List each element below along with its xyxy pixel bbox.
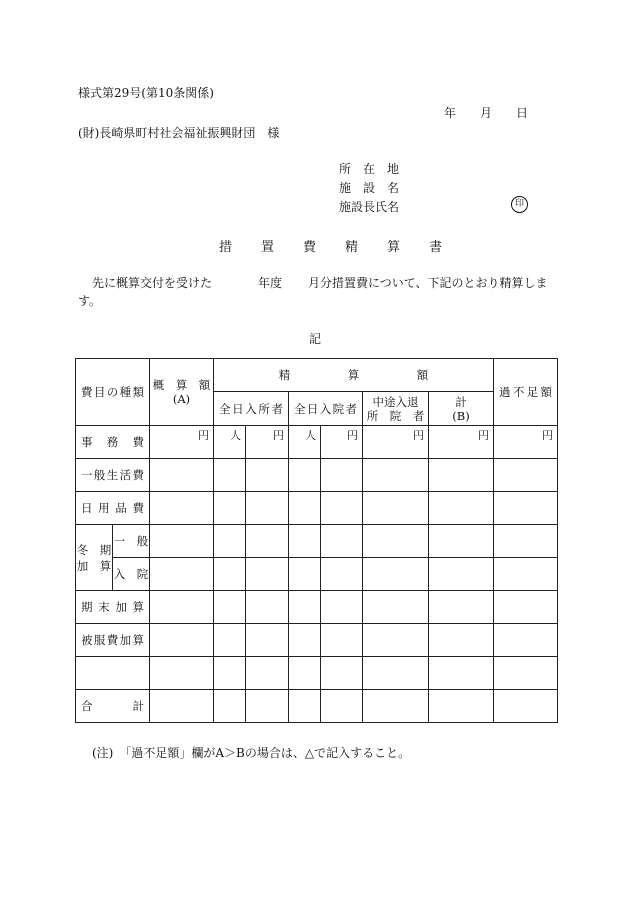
table-row <box>76 690 558 723</box>
title-char: 置 <box>261 240 275 255</box>
table-cell[interactable] <box>494 558 558 591</box>
row-label-winter-line1: 冬 期 <box>76 542 112 557</box>
title-char: 費 <box>303 240 317 255</box>
table-cell[interactable] <box>363 624 429 657</box>
table-cell[interactable] <box>289 525 321 558</box>
title-char: 措 <box>219 240 233 255</box>
table-cell[interactable] <box>429 558 494 591</box>
table-cell[interactable] <box>150 558 214 591</box>
table-cell[interactable] <box>321 624 363 657</box>
table-cell[interactable] <box>246 459 289 492</box>
table-cell[interactable] <box>363 492 429 525</box>
table-row <box>76 558 558 591</box>
unit-yen: 円 <box>321 426 363 459</box>
header-estimate-sub: (A) <box>172 392 191 406</box>
date-day-label: 日 <box>516 106 529 120</box>
table-cell[interactable] <box>246 624 289 657</box>
table-cell[interactable] <box>150 591 214 624</box>
table-cell[interactable] <box>429 492 494 525</box>
table-cell[interactable] <box>246 657 289 690</box>
table-cell[interactable] <box>246 690 289 723</box>
row-label-winter <box>76 525 113 591</box>
table-cell[interactable] <box>150 657 214 690</box>
unit-person: 人 <box>289 426 321 459</box>
table-cell[interactable] <box>321 525 363 558</box>
title-char: 算 <box>387 240 401 255</box>
table-row <box>76 492 558 525</box>
row-label-blank[interactable] <box>76 657 150 690</box>
table-cell[interactable] <box>321 591 363 624</box>
unit-yen: 円 <box>363 426 429 459</box>
table-cell[interactable] <box>150 624 214 657</box>
row-label-total: 合 計 <box>76 690 150 723</box>
unit-yen: 円 <box>494 426 558 459</box>
settlement-table <box>75 358 558 723</box>
table-cell[interactable] <box>494 624 558 657</box>
table-cell[interactable] <box>429 459 494 492</box>
table-cell[interactable] <box>289 657 321 690</box>
table-cell[interactable] <box>150 459 214 492</box>
table-cell[interactable] <box>494 657 558 690</box>
header-midway <box>363 392 429 426</box>
seal-mark: 印 <box>511 196 528 213</box>
table-cell[interactable] <box>321 459 363 492</box>
table-cell[interactable] <box>246 558 289 591</box>
header-midway-line2: 所 院 者 <box>366 408 425 423</box>
row-label-office: 事 務 費 <box>76 426 150 459</box>
table-cell[interactable] <box>321 690 363 723</box>
table-cell[interactable] <box>494 525 558 558</box>
unit-yen: 円 <box>150 426 214 459</box>
table-cell[interactable] <box>246 492 289 525</box>
table-cell[interactable] <box>214 525 246 558</box>
row-label-term-end: 期末加算 <box>76 591 150 624</box>
body-part-3: 月分措置費について、下記のとおり精算します。 <box>78 276 548 308</box>
form-number: 様式第29号(第10条関係) <box>78 86 214 100</box>
sender-director-label: 施設長氏名 <box>339 200 400 214</box>
title-char: 書 <box>429 240 443 255</box>
table-cell[interactable] <box>214 657 246 690</box>
header-estimate-label: 概 算 額 <box>152 378 211 392</box>
table-row <box>76 657 558 690</box>
table-cell[interactable] <box>494 492 558 525</box>
unit-yen: 円 <box>429 426 494 459</box>
header-estimate <box>150 359 214 426</box>
body-paragraph <box>78 274 558 310</box>
table-cell[interactable] <box>289 492 321 525</box>
row-label-clothing: 被服費加算 <box>76 624 150 657</box>
table-row <box>76 591 558 624</box>
header-category: 費目の種類 <box>76 359 150 426</box>
table-cell[interactable] <box>214 690 246 723</box>
table-cell[interactable] <box>289 624 321 657</box>
body-part-1: 先に概算交付を受けた <box>92 276 213 290</box>
table-cell[interactable] <box>246 525 289 558</box>
row-label-winter-hospital: 入 院 <box>113 558 150 591</box>
table-cell[interactable] <box>289 459 321 492</box>
date-month-label: 月 <box>480 106 493 120</box>
table-cell[interactable] <box>429 657 494 690</box>
row-label-winter-general: 一 般 <box>113 525 150 558</box>
table-cell[interactable] <box>363 591 429 624</box>
ki-label: 記 <box>309 332 322 346</box>
table-cell[interactable] <box>363 459 429 492</box>
table-cell[interactable] <box>150 492 214 525</box>
header-total-sub: (B) <box>452 408 470 423</box>
header-total <box>429 392 494 426</box>
date-line <box>444 104 528 121</box>
table-cell[interactable] <box>429 690 494 723</box>
table-cell[interactable] <box>289 690 321 723</box>
table-cell[interactable] <box>363 525 429 558</box>
table-cell[interactable] <box>214 459 246 492</box>
table-cell[interactable] <box>363 657 429 690</box>
header-full-hospital: 全日入院者 <box>289 392 363 426</box>
table-row <box>76 525 558 558</box>
table-cell[interactable] <box>289 591 321 624</box>
table-cell[interactable] <box>321 657 363 690</box>
header-midway-line1: 中途入退 <box>372 394 419 409</box>
sender-location-label: 所 在 地 <box>339 162 400 176</box>
table-cell[interactable] <box>494 690 558 723</box>
header-excess: 過不足額 <box>494 359 558 426</box>
unit-yen: 円 <box>246 426 289 459</box>
row-label-living: 一般生活費 <box>76 459 150 492</box>
header-total-label: 計 <box>455 394 467 409</box>
addressee: (財)長崎県町村社会福祉振興財団 様 <box>78 126 280 140</box>
table-cell[interactable] <box>150 525 214 558</box>
sender-facility-label: 施 設 名 <box>339 181 400 195</box>
table-cell[interactable] <box>150 690 214 723</box>
date-year-label: 年 <box>444 106 457 120</box>
table-row <box>76 459 558 492</box>
table-cell[interactable] <box>363 558 429 591</box>
table-cell[interactable] <box>494 591 558 624</box>
footnote: (注) 「過不足額」欄がA＞Bの場合は、△で記入すること。 <box>92 746 411 760</box>
table-cell[interactable] <box>429 525 494 558</box>
table-cell[interactable] <box>246 591 289 624</box>
row-label-daily: 日用品費 <box>76 492 150 525</box>
table-row <box>76 426 558 459</box>
table-cell[interactable] <box>429 624 494 657</box>
table-cell[interactable] <box>363 690 429 723</box>
table-row <box>76 624 558 657</box>
table-cell[interactable] <box>289 558 321 591</box>
table-cell[interactable] <box>214 558 246 591</box>
header-full-admission: 全日入所者 <box>214 392 289 426</box>
header-settlement: 精 算 額 <box>214 359 494 392</box>
table-cell[interactable] <box>214 591 246 624</box>
table-cell[interactable] <box>494 459 558 492</box>
table-cell[interactable] <box>214 624 246 657</box>
table-cell[interactable] <box>321 492 363 525</box>
table-cell[interactable] <box>429 591 494 624</box>
document-title <box>219 236 442 255</box>
table-cell[interactable] <box>321 558 363 591</box>
title-char: 精 <box>345 240 359 255</box>
row-label-winter-line2: 加 算 <box>76 558 112 573</box>
table-cell[interactable] <box>214 492 246 525</box>
body-part-2: 年度 <box>258 276 283 290</box>
unit-person: 人 <box>214 426 246 459</box>
